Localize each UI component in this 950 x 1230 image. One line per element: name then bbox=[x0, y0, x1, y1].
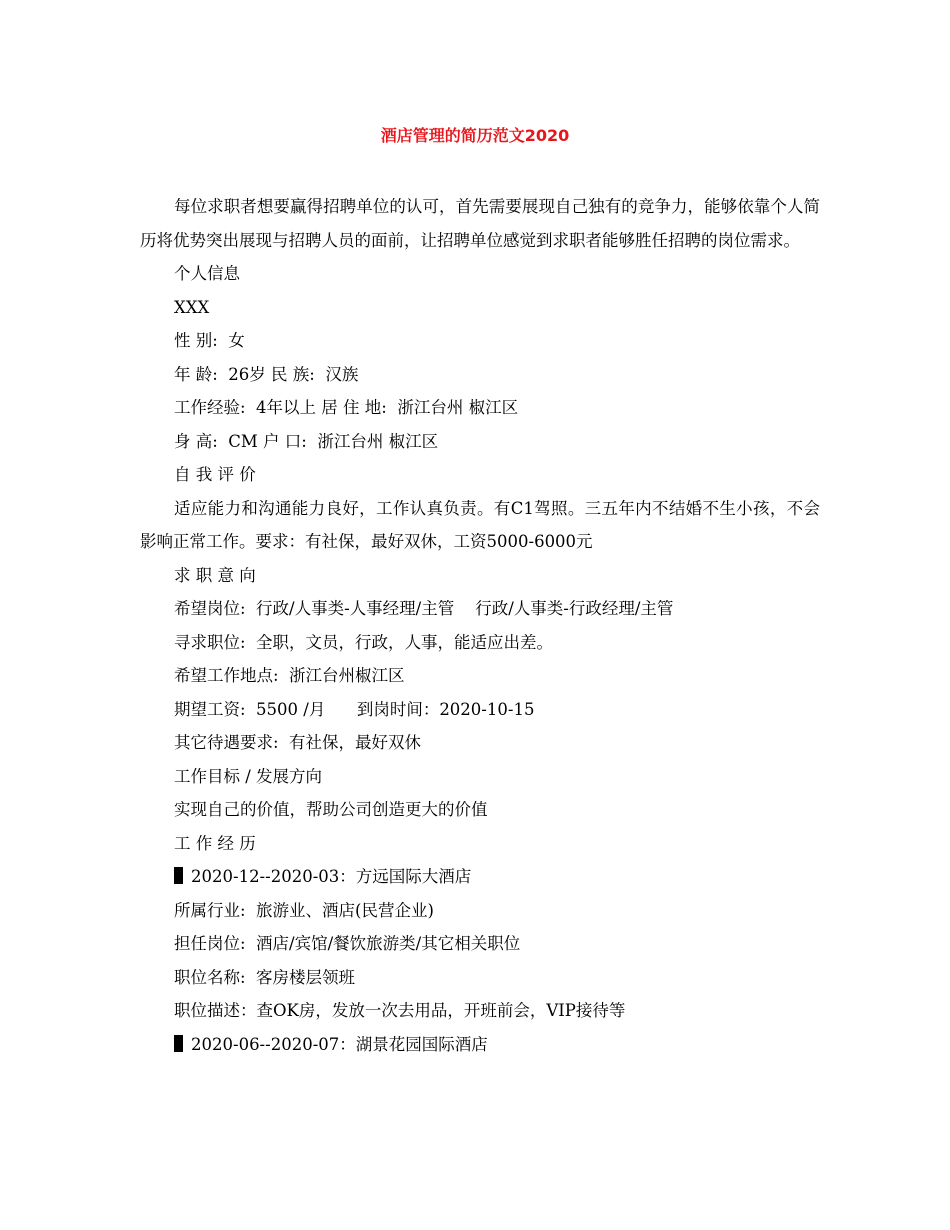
job2-period-line bbox=[140, 1028, 820, 1062]
self-eval-paragraph: 适应能力和沟通能力良好，工作认真负责。有C1驾照。三五年内不结婚不生小孩，不会影响正常工作。要求：有社保，最好双休，工资5000-6000元 bbox=[140, 498, 820, 551]
intro-paragraph: 每位求职者想要赢得招聘单位的认可，首先需要展现自己独有的竞争力，能够依靠个人简历将优势突出展现与招聘人员的面前，让招聘单位感觉到求职者能够胜任招聘的岗位需求。 bbox=[140, 197, 820, 250]
section-heading-goal: 工作目标 / 发展方向 bbox=[174, 766, 323, 786]
salary-date-line: 期望工资: 5500 /月 到岗时间：2020-10-15 bbox=[174, 699, 535, 719]
section-heading-intention: 求 职 意 向 bbox=[174, 565, 256, 585]
document-title: 酒店管理的简历范文2020 bbox=[380, 126, 570, 145]
job1-desc-line: 职位描述：查OK房，发放一次去用品，开班前会，VIP接待等 bbox=[174, 1001, 626, 1020]
job1-period-line bbox=[140, 860, 820, 894]
job1-industry-line: 所属行业: 旅游业、酒店(民营企业) bbox=[174, 900, 434, 920]
benefits-line: 其它待遇要求: 有社保，最好双休 bbox=[174, 733, 422, 752]
section-heading-work: 工 作 经 历 bbox=[174, 833, 256, 853]
job1-period: 2020-12--2020-03：方远国际大酒店 bbox=[191, 867, 472, 886]
document-body bbox=[140, 190, 820, 1061]
goal-line: 实现自己的价值，帮助公司创造更大的价值 bbox=[174, 800, 488, 819]
bullet-block-icon bbox=[174, 867, 183, 884]
job1-post-line: 担任岗位: 酒店/宾馆/餐饮旅游类/其它相关职位 bbox=[174, 934, 521, 953]
section-heading-personal: 个人信息 bbox=[174, 264, 240, 283]
gender-line: 性 别: 女 bbox=[174, 331, 245, 350]
job-type-line: 寻求职位: 全职，文员，行政，人事，能适应出差。 bbox=[174, 632, 554, 652]
job1-position-line: 职位名称: 客房楼层领班 bbox=[174, 967, 356, 987]
age-ethnicity-line: 年 龄: 26岁 民 族: 汉族 bbox=[174, 364, 359, 384]
section-heading-self-eval: 自 我 评 价 bbox=[174, 465, 256, 484]
location-line: 希望工作地点: 浙江台州椒江区 bbox=[174, 666, 405, 685]
positions-line: 希望岗位: 行政/人事类-人事经理/主管 行政/人事类-行政经理/主管 bbox=[174, 599, 674, 618]
name-line: XXX bbox=[174, 297, 210, 317]
job2-period: 2020-06--2020-07：湖景花园国际酒店 bbox=[191, 1034, 488, 1054]
height-hukou-line: 身 高: CM 户 口: 浙江台州 椒江区 bbox=[174, 431, 439, 451]
bullet-block-icon bbox=[174, 1035, 183, 1052]
experience-residence-line: 工作经验: 4年以上 居 住 地: 浙江台州 椒江区 bbox=[174, 398, 519, 417]
